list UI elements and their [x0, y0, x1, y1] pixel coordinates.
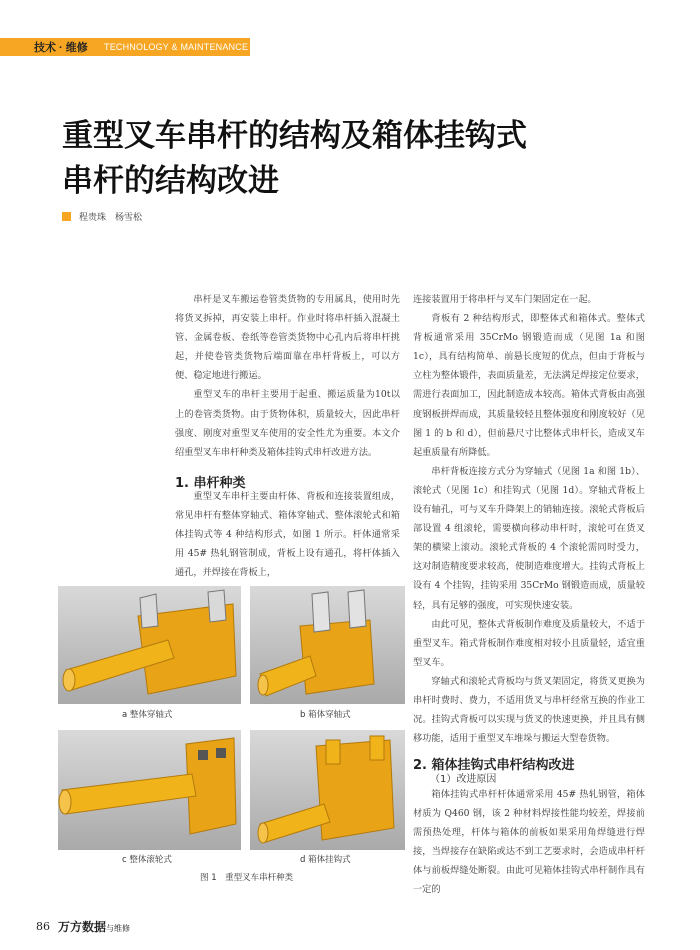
magazine-title: 万方数据: [58, 920, 107, 934]
article-title-line2: 串杆的结构改进: [62, 163, 279, 199]
paragraph: 穿轴式和滚轮式背板均与货叉架固定，将货叉更换为串杆时费时、费力，不适用货叉与串杆经常互换的作业工况。挂钩式背板可以实现与货叉的快速更换，并且具有侧移功能，适用于重型叉车堆垛与搬运大型卷货物。: [413, 675, 645, 745]
figure-d-illustration: [250, 730, 405, 850]
article-title: [62, 114, 662, 204]
figure-image-c: [58, 730, 241, 850]
figure-caption-d: d 箱体挂钩式: [300, 855, 351, 865]
paragraph: 连接装置用于将串杆与叉车门架固定在一起。: [413, 294, 597, 305]
author-names: 程贵珠 杨雪松: [79, 213, 143, 223]
figure-image-a: [58, 586, 241, 704]
figure-image-d: [250, 730, 405, 850]
subsection-heading: （1）改进原因: [430, 774, 497, 785]
author-marker-icon: [62, 212, 71, 221]
paragraph: 重型叉车串杆主要由杆体、背板和连接装置组成，常见串杆有整体穿轴式、箱体穿轴式、整体滚轮式和箱体挂钩式等 4 种结构形式，如图 1 所示。杆体通常采用 45# 热轧钢管制成，背板上设有通孔，将杆体插入通孔，并焊接在背板上，: [175, 491, 400, 579]
magazine-suffix: 与维修: [106, 924, 131, 933]
paragraph: 串杆背板连接方式分为穿轴式（见图 1a 和图 1b）、滚轮式（见图 1c）和挂钩式（见图 1d）。穿轴式背板上设有轴孔，可与叉车升降架上的销轴连接。滚轮式背板后部设置 4 组滚轮，需要横向移动串杆时，滚轮可在货叉架的横梁上滚动。滚轮式背板的 4 个滚轮需同时受力，这对制造精度要求较高，使制造难度增大。挂钩式背板上设有 4 个挂钩，挂钩采用 35CrMo 钢锻造而成，质量较轻，具有足够的强度，可实现快速安装。: [413, 465, 645, 611]
paragraph: 由此可见，整体式背板制作难度及质量较大，不适于重型叉车。箱式背板制作难度相对较小且质量轻，适宜重型叉车。: [413, 618, 645, 668]
body-column-2-section: [413, 785, 645, 900]
paragraph: 重型叉车的串杆主要用于起重、搬运质量为10t以上的卷管类货物。由于货物体积，质量较大，因此串杆强度、刚度对重型叉车使用的安全性尤为重要。本文介绍重型叉车串杆种类及箱体挂钩式串杆改进方法。: [175, 389, 400, 458]
section-category: 技术 · 维修: [34, 42, 88, 54]
figure-caption-c: c 整体滚轮式: [122, 855, 172, 865]
figure-title: 图 1 重型叉车串杆种类: [200, 873, 294, 883]
section-subtitle: TECHNOLOGY & MAINTENANCE: [104, 42, 249, 52]
magazine-name: [58, 918, 130, 935]
page-number: 86: [36, 920, 50, 933]
figure-caption-b: b 箱体穿轴式: [300, 710, 351, 720]
figure-image-b: [250, 586, 405, 704]
figure-caption-a: a 整体穿轴式: [122, 710, 173, 720]
article-authors: [62, 210, 142, 223]
paragraph: 箱体挂钩式串杆杆体通常采用 45# 热轧钢管，箱体材质为 Q460 钢，该 2 种材料焊接性能均较差，焊接前需预热处理，杆体与箱体的前板如果采用角焊缝进行焊接，当焊接存在缺陷或达不到工艺要求时，会造成串杆杆体与前板焊缝处断裂。由此可见箱体挂钩式串杆制作具有一定的: [413, 789, 645, 896]
body-column-1: [175, 290, 400, 462]
body-column-2: [413, 290, 645, 748]
article-title-line1: 重型叉车串杆的结构及箱体挂钩式: [62, 118, 527, 154]
paragraph: 串杆是叉车搬运卷管类货物的专用属具，使用时先将货叉拆掉，再安装上串杆。作业时将串杆插入混凝土管、金属卷板、卷纸等卷管类货物中心孔内后将串杆挑起，并使卷管类货物后端面靠在串杆背板上，可以方便、稳定地进行搬运。: [175, 294, 400, 382]
figure-a-illustration: [58, 586, 241, 704]
paragraph: 背板有 2 种结构形式，即整体式和箱体式。整体式背板通常采用 35CrMo 钢锻造而成（见图 1a 和图 1c），具有结构简单、前悬长度短的优点，但由于背板与立柱为整体锻件，表面质量差，无法满足焊接定位要求，需进行表面加工，因此制造成本较高。箱体式背板由高强度钢板拼焊而成，其质量较轻且整体强度和刚度较好（见图 1 的 b 和 d），但前悬尺寸比整体式串杆长，造成叉车起重质量有所降低。: [413, 313, 645, 458]
figure-c-illustration: [58, 730, 241, 850]
section-heading-2: 2. 箱体挂钩式串杆结构改进: [413, 758, 575, 773]
section-heading-1: 1. 串杆种类: [175, 476, 246, 491]
figure-b-illustration: [250, 586, 405, 704]
body-column-1-section: [175, 487, 400, 582]
